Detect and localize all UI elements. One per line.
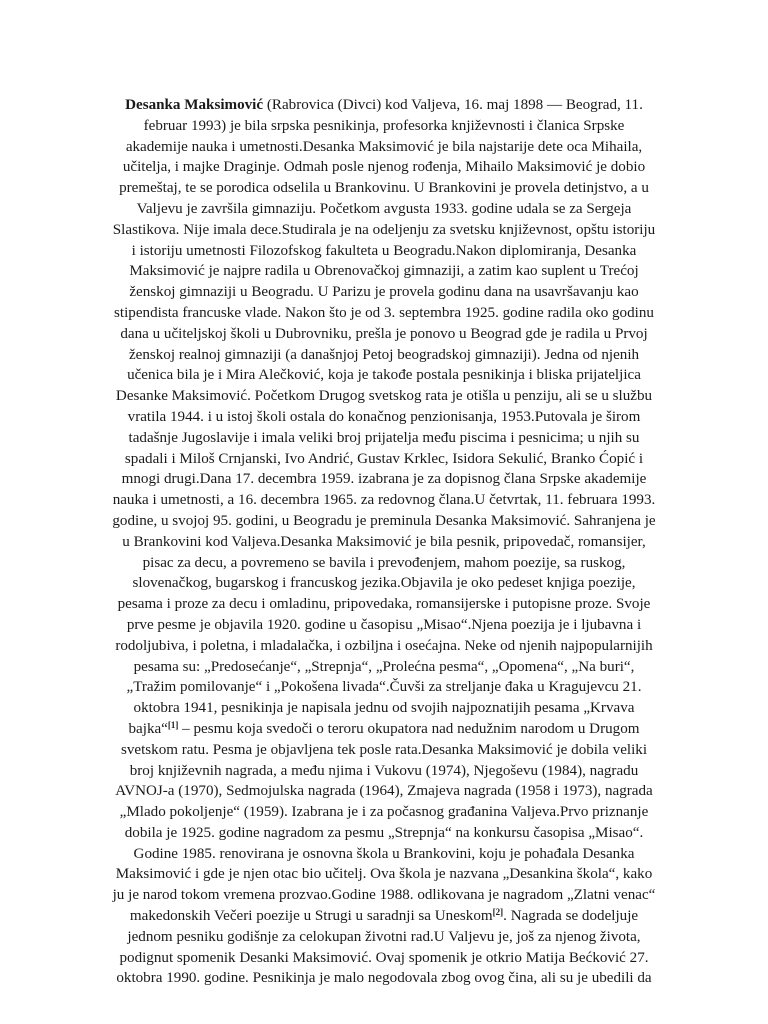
text-line: Slastikova. Nije imala dece.Studirala je na odeljenju za svetsku književnost, opštu istoriju bbox=[112, 221, 656, 238]
text-line: akademije nauka i umetnosti.Desanka Maksimović je bila najstarije dete oca Mihaila, bbox=[125, 138, 643, 155]
text-line: i istoriju umetnosti Filozofskog fakulteta u Beogradu.Nakon diplomiranja, Desanka bbox=[131, 242, 637, 259]
text-line: vratila 1944. i u istoj školi ostala do konačnog penzionisanja, 1953.Putovala je širom bbox=[127, 408, 641, 425]
footnote-ref-1[interactable]: [1] bbox=[167, 719, 179, 730]
text-line: godine, u svojoj 95. godini, u Beogradu je preminula Desanka Maksimović. Sahranjena je bbox=[112, 512, 656, 529]
text-line: „Mlado pokoljenje“ (1959). Izabrana je i za počasnog građanina Valjeva.Prvo priznanje bbox=[119, 804, 649, 821]
text-line: svetskom ratu. Pesma je objavljena tek posle rata.Desanka Maksimović je dobila veliki bbox=[120, 741, 648, 758]
text-line: mnogi drugi.Dana 17. decembra 1959. izabrana je za dopisnog člana Srpske akademije bbox=[121, 471, 647, 488]
text-line: spadali i Miloš Crnjanski, Ivo Andrić, Gustav Krklec, Isidora Sekulić, Branko Ćopić i bbox=[124, 450, 644, 467]
text-line: jednom pesniku godišnje za celokupan životni rad.U Valjevu je, još za njenog života, bbox=[127, 928, 641, 945]
text-line: broj književnih nagrada, a među njima i Vukovu (1974), Njegoševu (1984), nagradu bbox=[129, 762, 639, 779]
text-line: učitelja, i majke Draginje. Odmah posle njenog rođenja, Mihailo Maksimović je dobio bbox=[122, 159, 646, 176]
text-line: „Tražim pomilovanje“ i „Pokošena livada“.Čuvši za streljanje đaka u Kragujevcu 21. bbox=[126, 679, 642, 696]
text-line: oktobra 1990. godine. Pesnikinja je malo negodovala zbog ovog čina, ali su je ubedili da bbox=[116, 970, 652, 987]
text-line: ženskoj realnoj gimnaziji (a današnjoj Petoj beogradskoj gimnaziji). Jedna od njenih bbox=[128, 346, 640, 363]
text-line: dobila je 1925. godine nagradom za pesmu „Strepnja“ na konkursu časopisa „Misao“. bbox=[124, 824, 644, 841]
text-line: rodoljubiva, i poletna, i mladalačka, i ozbiljna i osećajna. Neke od njenih najpopularnijih bbox=[115, 637, 653, 654]
text-line: ju je narod tokom vremena prozvao.Godine 1988. odlikovana je nagradom „Zlatni venac“ bbox=[112, 887, 656, 904]
text-line: slovenačkog, bugarskog i francuskog jezika.Objavila je oko pedeset knjiga poezije, bbox=[132, 575, 636, 592]
text-line: učenica bila je i Mira Alečković, koja je takođe postala pesnikinja i bliska prijateljica bbox=[127, 367, 641, 384]
text-line: februar 1993) je bila srpska pesnikinja, profesorka književnosti i članica Srpske bbox=[143, 117, 625, 134]
text-line: ženskoj gimnaziji u Beogradu. U Parizu je provela godinu dana na usavršavanju kao bbox=[129, 284, 639, 301]
text-line: nauka i umetnosti, a 16. decembra 1965. za redovnog člana.U četvrtak, 11. februara 1993. bbox=[112, 492, 656, 509]
subject-name: Desanka Maksimović bbox=[125, 97, 264, 113]
text-line: dana u učiteljskoj školi u Dubrovniku, prešla je ponovo u Beograd gde je radila u Prvoj bbox=[120, 325, 648, 342]
text-line: Godine 1985. renovirana je osnovna škola u Brankovini, koju je pohađala Desanka bbox=[133, 845, 635, 862]
text-line: Maksimović je najpre radila u Obrenovačkoj gimnaziji, a zatim kao suplent u Trećoj bbox=[129, 263, 639, 280]
text-line: pesama i proze za decu i omladinu, pripovedaka, romansijerske i putopisne proze. Svoje bbox=[117, 596, 651, 613]
text-line: prve pesme je objavila 1920. godine u časopisu „Misao“.Njena poezija je i ljubavna i bbox=[126, 616, 642, 633]
text-line: podignut spomenik Desanki Maksimović. Ovaj spomenik je otkrio Matija Bećković 27. bbox=[119, 949, 649, 966]
text-line: u Brankovini kod Valjeva.Desanka Maksimović je bila pesnik, pripovedač, romansijer, bbox=[122, 533, 646, 550]
text-line: AVNOJ-a (1970), Sedmojulska nagrada (1964), Zmajeva nagrada (1958 i 1973), nagrada bbox=[115, 783, 653, 800]
text-line: bajka“[1] – pesmu koja svedoči o teroru okupatora nad nedužnim narodom u Drugom bbox=[128, 719, 640, 737]
text-line: makedonskih Večeri poezije u Strugi u saradnji sa Uneskom[2]. Nagrada se dodeljuje bbox=[129, 907, 639, 925]
article-body bbox=[88, 95, 680, 989]
text-line: premeštaj, te se porodica odselila u Brankovinu. U Brankovini je provela detinjstvo, a u bbox=[119, 180, 649, 197]
text-line: Desanka Maksimović (Rabrovica (Divci) kod Valjeva, 16. maj 1898 — Beograd, 11. bbox=[125, 97, 643, 113]
text-line: oktobra 1941, pesnikinja je napisala jednu od svojih najpoznatijih pesama „Krvava bbox=[133, 700, 635, 717]
text-line: tadašnje Jugoslavije i imala veliki broj prijatelja među piscima i pesnicima; u njih su bbox=[128, 429, 640, 446]
text-line: stipendista francuske vlade. Nakon što je od 3. septembra 1925. godine radila oko godinu bbox=[114, 304, 654, 321]
text-line: Desanke Maksimović. Početkom Drugog svetskog rata je otišla u penziju, ali se u službu bbox=[115, 388, 653, 405]
text-line: pisac za decu, a povremeno se bavila i prevođenjem, mahom poezije, sa ruskog, bbox=[142, 554, 626, 571]
text-line: Maksimović i gde je njen otac bio učitelj. Ova škola je nazvana „Desankina škola“, kako bbox=[115, 866, 653, 883]
text-line: pesama su: „Predosećanje“, „Strepnja“, „Prolećna pesma“, „Opomena“, „Na buri“, bbox=[133, 658, 635, 675]
footnote-ref-2[interactable]: [2] bbox=[492, 907, 504, 918]
text-line: Valjevu je završila gimnaziju. Početkom avgusta 1933. godine udala se za Sergeja bbox=[136, 200, 632, 217]
